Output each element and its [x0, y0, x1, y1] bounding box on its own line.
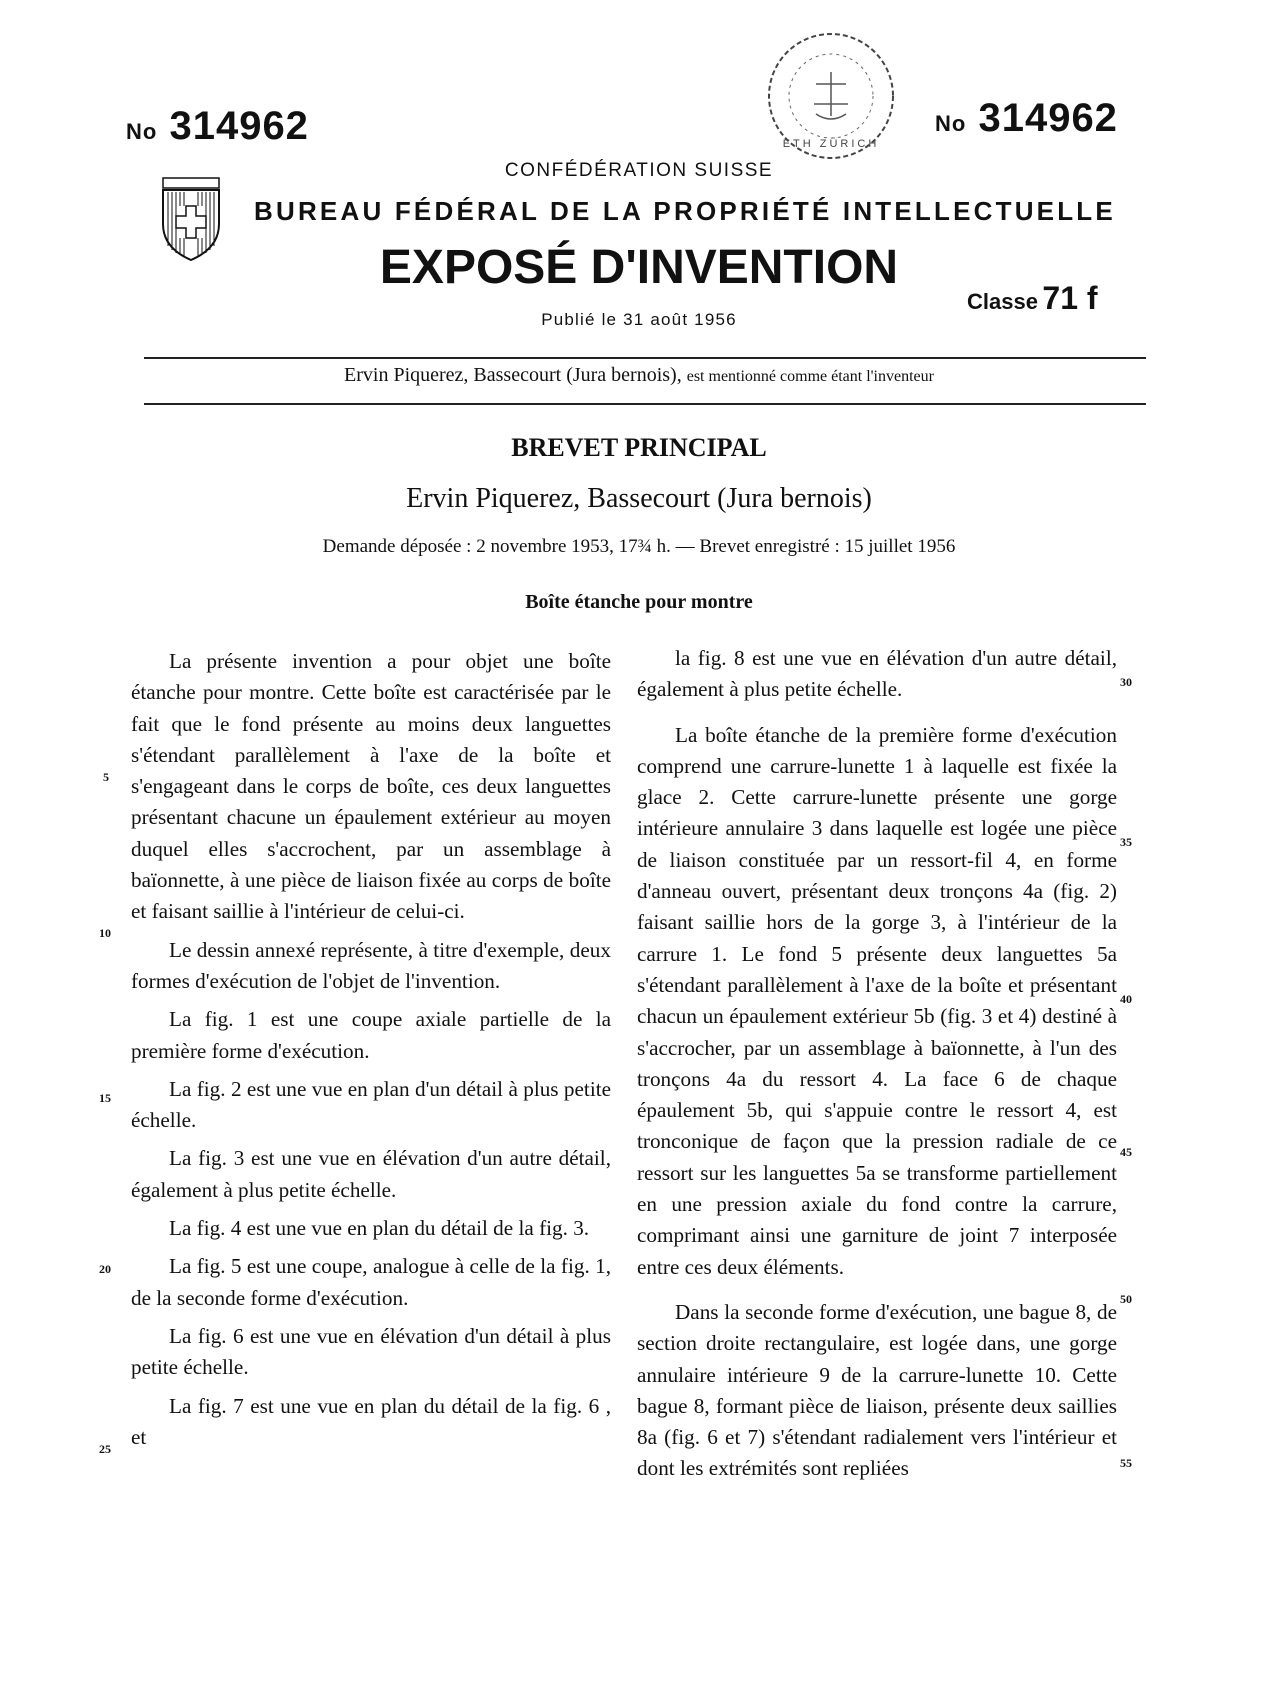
paragraph: La fig. 1 est une coupe axiale partielle de la première forme d'exécution. [131, 1007, 611, 1063]
line-number: 10 [99, 926, 111, 940]
patent-type-heading: BREVET PRINCIPAL [511, 433, 767, 462]
paragraph: La fig. 7 est une vue en plan du détail de la fig. 6 , et [131, 1393, 611, 1449]
document-type-title: EXPOSÉ D'INVENTION [379, 241, 899, 294]
patent-number-right [935, 96, 1118, 141]
line-number: 40 [1120, 992, 1132, 1006]
body-column-right [637, 643, 1117, 1485]
paragraph: La fig. 3 est une vue en élévation d'un autre détail, également à plus petite échelle. [131, 1146, 611, 1202]
body-column-left [131, 646, 611, 1453]
line-number: 15 [99, 1091, 111, 1105]
patent-number-prefix: No [126, 119, 158, 144]
library-stamp [756, 20, 906, 168]
line-number: 20 [99, 1262, 111, 1276]
bureau-title: BUREAU FÉDÉRAL DE LA PROPRIÉTÉ INTELLECTUELLE [254, 196, 1116, 226]
confederation-label: CONFÉDÉRATION SUISSE [504, 160, 774, 181]
patent-number-left [126, 104, 309, 149]
header-rule-top [144, 357, 1146, 359]
classe-label-text: Classe [967, 289, 1038, 314]
paragraph: La fig. 4 est une vue en plan du détail de la fig. 3. [169, 1216, 590, 1241]
patent-subject: Boîte étanche pour montre [525, 591, 753, 613]
paragraph: Dans la seconde forme d'exécution, une bague 8, de section droite rectangulaire, est logée dans, une gorge annulaire intérieure 9 de la carrure-lunette 10. Cette bague 8, formant pièce de liaison, présente deux saillies 8a (fig. 6 et 7) s'étendant radialement vers l'intérieur et dont les extrémités sont repliées [637, 1299, 1117, 1481]
inventor-mention [0, 364, 1278, 387]
paragraph: La présente invention a pour objet une boîte étanche pour montre. Cette boîte est caractérisée par le fait que le fond présente au moins deux languettes s'étendant parallèlement à l'axe de la boîte et s'engageant dans le corps de boîte, ces deux languettes présentant chacune un épaulement extérieur au moyen duquel elles s'accrochent, par un assemblage à baïonnette, à une pièce de liaison fixée au corps de boîte et faisant saillie à l'intérieur de celui-ci. [131, 649, 611, 924]
line-number: 25 [99, 1442, 111, 1456]
patent-number-prefix: No [935, 111, 967, 136]
paragraph: La fig. 6 est une vue en élévation d'un détail à plus petite échelle. [131, 1323, 611, 1380]
paragraph: La boîte étanche de la première forme d'exécution comprend une carrure-lunette 1 à laquelle est fixée la glace 2. Cette carrure-lunette présente une gorge intérieure annulaire 3 dans laquelle est logée une pièce de liaison constituée par un ressort-fil 4, en forme d'anneau ouvert, présentant deux tronçons 4a (fig. 2) faisant saillie hors de la gorge 3, à l'intérieur de la carrure 1. Le fond 5 présente deux languettes 5a s'étendant parallèlement à l'axe de la boîte et présentant chacun un épaulement extérieur 5b (fig. 3 et 4) destiné à s'accrocher, par un assemblage à baïonnette, à l'un des tronçons 4a du ressort 4. La face 6 de chaque épaulement 5b, qui s'appuie contre le ressort 4, est tronconique de façon que la pression radiale de ce ressort sur les languettes 5a se transforme partiellement en une pression axiale du fond contre la carrure, comprimant ainsi une garniture de joint 7 interposée entre ces deux éléments. [637, 722, 1117, 1279]
classe-label [967, 280, 1098, 317]
paragraph: la fig. 8 est une vue en élévation d'un autre détail, également à plus petite échelle. [637, 646, 1117, 702]
patent-number-value: 314962 [978, 96, 1118, 140]
patent-number-value: 314962 [169, 104, 309, 148]
inventor-name: Ervin Piquerez, Bassecourt (Jura bernois), [344, 364, 682, 386]
line-number: 30 [1120, 675, 1132, 689]
classe-value: 71 f [1042, 280, 1098, 316]
line-number: 35 [1120, 835, 1132, 849]
paragraph: La fig. 2 est une vue en plan d'un détail à plus petite échelle. [131, 1076, 611, 1133]
line-number: 50 [1120, 1292, 1132, 1306]
line-number: 45 [1120, 1145, 1132, 1159]
filing-dates: Demande déposée : 2 novembre 1953, 17¾ h. — Brevet enregistré : 15 juillet 1956 [322, 536, 956, 557]
line-number: 55 [1120, 1456, 1132, 1470]
paragraph: Le dessin annexé représente, à titre d'exemple, deux formes d'exécution de l'objet de l'invention. [131, 937, 611, 993]
paragraph: La fig. 5 est une coupe, analogue à celle de la fig. 1, de la seconde forme d'exécution. [131, 1254, 611, 1310]
publication-date: Publié le 31 août 1956 [541, 310, 737, 329]
header-rule-bottom [144, 403, 1146, 405]
patent-holder: Ervin Piquerez, Bassecourt (Jura bernois) [406, 483, 872, 514]
line-number: 5 [103, 770, 109, 784]
stamp-text: ETH ZÜRICH [782, 138, 880, 150]
inventor-note: est mentionné comme étant l'inventeur [686, 368, 934, 385]
